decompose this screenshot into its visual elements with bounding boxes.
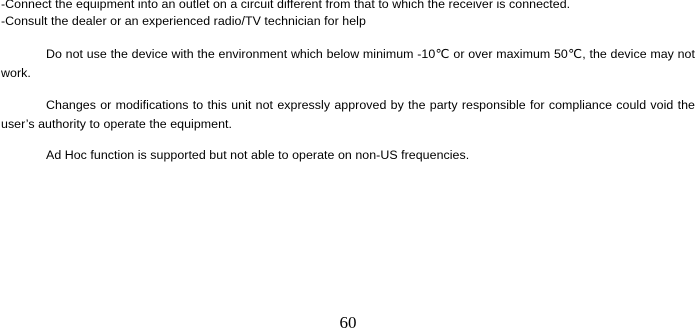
instruction-consult-dealer: -Consult the dealer or an experienced radio/TV technician for help <box>1 14 366 28</box>
paragraph-temperature-warning: Do not use the device with the environment which below minimum -10℃ or over maximum 50℃, the device may not work. <box>1 47 695 80</box>
page-number: 60 <box>339 313 357 332</box>
paragraph-modification-warning: Changes or modifications to this unit not expressly approved by the party responsible for compliance could void the user’s authority to operate the equipment. <box>1 98 695 131</box>
paragraph-ad-hoc-notice: Ad Hoc function is supported but not able to operate on non-US frequencies. <box>46 148 470 162</box>
instruction-connect-outlet: -Connect the equipment into an outlet on a circuit different from that to which the receiver is connected. <box>1 0 571 11</box>
